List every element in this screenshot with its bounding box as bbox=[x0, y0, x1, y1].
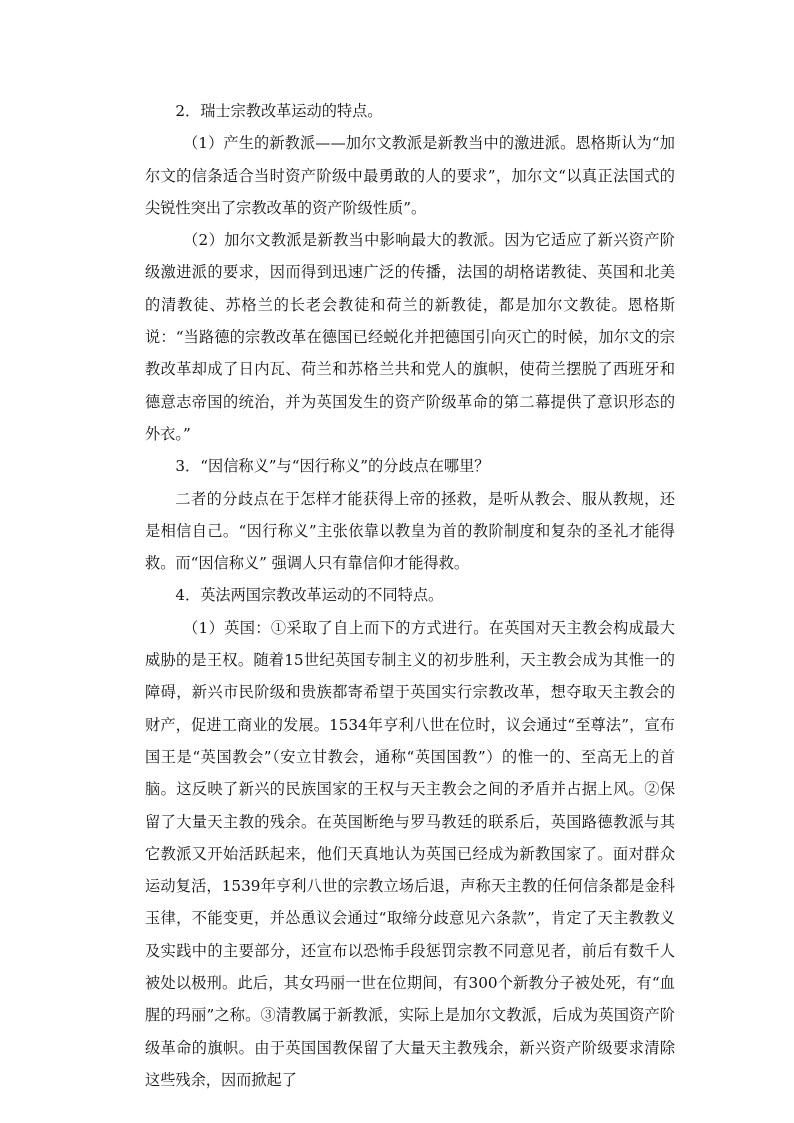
document-body bbox=[145, 95, 675, 1096]
paragraph-england: （1）英国：①采取了自上而下的方式进行。在英国对天主教会构成最大威胁的是王权。随着15世纪英国专制主义的初步胜利，天主教会成为其惟一的障碍，新兴市民阶级和贵族都寄希望于英国实行宗教改革，想夺取天主教会的财产，促进工商业的发展。1534年亨利八世在位时，议会通过“至尊法”，宣布国王是“英国教会”（安立甘教会，通称“英国国教”）的惟一的、至高无上的首脑。这反映了新兴的民族国家的王权与天主教会之间的矛盾并占据上风。②保留了大量天主教的残余。在英国断绝与罗马教廷的联系后，英国路德教派与其它教派又开始活跃起来，他们天真地认为英国已经成为新教国家了。面对群众运动复活，1539年亨利八世的宗教立场后退，声称天主教的任何信条都是金科玉律，不能变更，并怂恿议会通过“取缔分歧意见六条款”，肯定了天主教教义及实践中的主要部分，还宣布以恐怖手段惩罚宗教不同意见者，前后有数千人被处以极刑。此后，其女玛丽一世在位期间，有300个新教分子被处死，有“血腥的玛丽”之称。③清教属于新教派，实际上是加尔文教派，后成为英国资产阶级革命的旗帜。由于英国国教保留了大量天主教残余，新兴资产阶级要求清除这些残余，因而掀起了 bbox=[145, 618, 675, 1089]
paragraph-faith-vs-works: 二者的分歧点在于怎样才能获得上帝的拯救，是听从教会、服从教规，还是相信自己。“因行称义”主张依靠以教皇为首的教阶制度和复杂的圣礼才能得救。而“因信称义” 强调人只有靠信仰才能得救。 bbox=[145, 489, 675, 573]
heading-faith-vs-works: 3．“因信称义”与“因行称义”的分歧点在哪里？ bbox=[175, 457, 490, 476]
paragraph-calvinism-influence: （2）加尔文教派是新教当中影响最大的教派。因为它适应了新兴资产阶级激进派的要求，因而得到迅速广泛的传播，法国的胡格诺教徒、英国和北美的清教徒、苏格兰的长老会教徒和荷兰的新教徒，都是加尔文教徒。恩格斯说：“当路德的宗教改革在德国已经蜕化并把德国引向灭亡的时候，加尔文的宗教改革却成了日内瓦、荷兰和苏格兰共和党人的旗帜，使荷兰摆脱了西班牙和德意志帝国的统治，并为英国发生的资产阶级革命的第二幕提供了意识形态的外衣。” bbox=[145, 231, 675, 443]
paragraph-calvinism-radical: （1）产生的新教派——加尔文教派是新教当中的激进派。恩格斯认为“加尔文的信条适合当时资产阶级中最勇敢的人的要求”，加尔文“以真正法国式的尖锐性突出了宗教改革的资产阶级性质”。 bbox=[145, 134, 675, 217]
heading-england-france: 4．英法两国宗教改革运动的不同特点。 bbox=[175, 586, 444, 605]
heading-swiss-reformation: 2．瑞士宗教改革运动的特点。 bbox=[175, 102, 383, 120]
